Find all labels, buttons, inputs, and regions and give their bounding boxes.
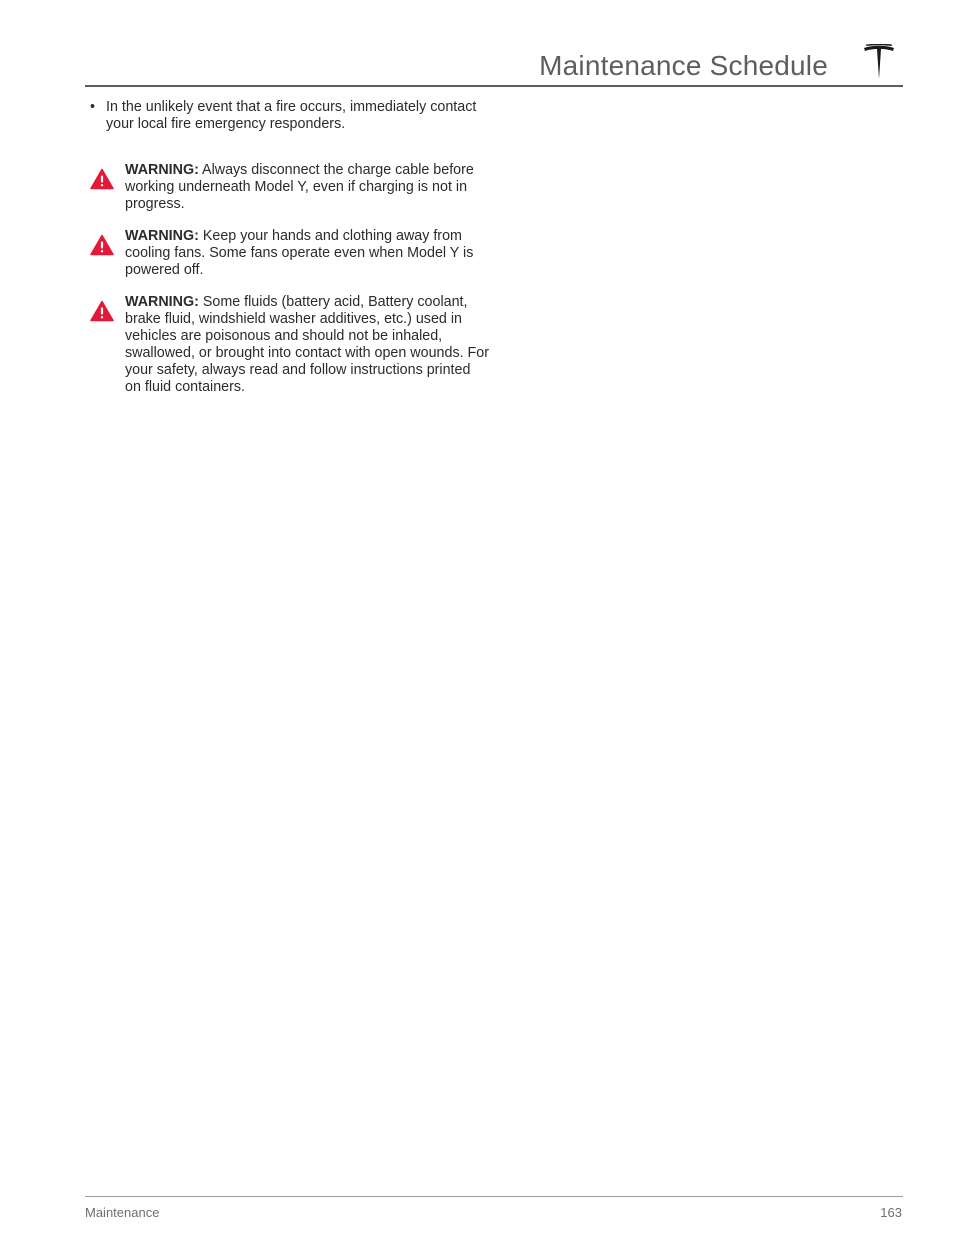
page-content — [90, 99, 490, 411]
warning-label: WARNING: — [125, 294, 199, 310]
warning-label: WARNING: — [125, 228, 199, 244]
warning-block — [90, 162, 490, 213]
warning-block — [90, 228, 490, 279]
warning-text — [125, 228, 490, 279]
bullet-text: In the unlikely event that a fire occurs, immediately contact your local fire emergency responders. — [106, 99, 477, 132]
page-number: 163 — [880, 1205, 902, 1220]
header-divider — [85, 85, 903, 87]
warning-message: Keep your hands and clothing away from cooling fans. Some fans operate even when Model Y is powered off. — [125, 228, 474, 278]
list-item — [90, 99, 490, 133]
warning-triangle-icon — [90, 294, 125, 322]
warning-text — [125, 162, 490, 213]
page-title: Maintenance Schedule — [539, 50, 828, 81]
bullet-marker: • — [90, 99, 96, 115]
warning-triangle-icon — [90, 162, 125, 190]
warning-triangle-icon — [90, 228, 125, 256]
warning-text — [125, 294, 490, 396]
warning-message: Always disconnect the charge cable before working underneath Model Y, even if charging is not in progress. — [125, 162, 474, 212]
footer-section-name: Maintenance — [85, 1205, 160, 1220]
footer-divider — [85, 1196, 903, 1197]
warning-label: WARNING: — [125, 162, 199, 178]
warning-block — [90, 294, 490, 396]
tesla-logo-icon — [863, 44, 895, 80]
warning-message: Some fluids (battery acid, Battery coolant, brake fluid, windshield washer additives, etc.) used in vehicles are poisonous and should not be inhaled, swallowed, or brought into contact with open wounds. For your safety, always read and follow instructions printed on fluid containers. — [125, 294, 489, 395]
